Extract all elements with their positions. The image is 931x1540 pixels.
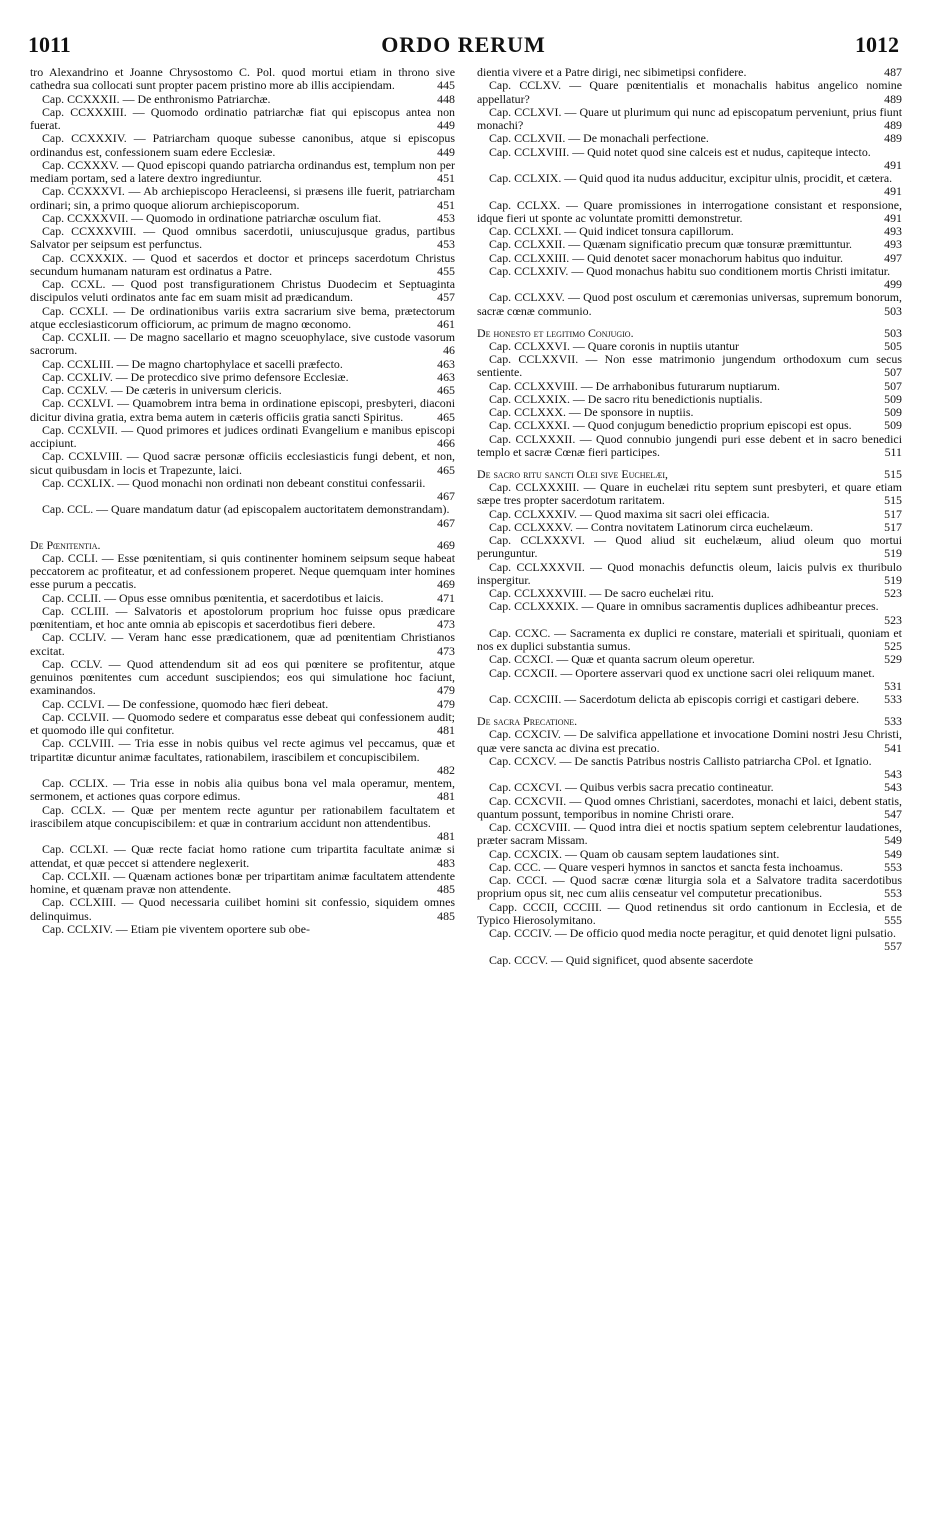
- page-ref: 481: [437, 789, 455, 804]
- toc-entry: [477, 172, 902, 199]
- entry-text: Cap. CCLXXXV. — Contra novitatem Latinorum circa euchelæum.: [489, 520, 814, 534]
- toc-entry: [30, 185, 455, 212]
- toc-entry: [30, 777, 455, 804]
- toc-entry: [30, 605, 455, 632]
- page-ref: 451: [437, 197, 455, 212]
- entry-text: Cap. CCXLII. — De magno sacellario et magno sceuophylace, sive custode vasorum sacrorum.: [30, 331, 455, 358]
- toc-entry: [477, 199, 902, 226]
- entry-text: Cap. CCXCI. — Quæ et quanta sacrum oleum operetur.: [489, 653, 755, 667]
- page-number-left: 1011: [28, 32, 71, 57]
- entry-text: Cap. CCLXI. — Quæ recte faciat homo ratione cum tripartita facultate animæ si attendat, et quæ peccet si attendere neglexerit.: [30, 843, 455, 870]
- entry-text: Cap. CCXCIII. — Sacerdotum delicta ab episcopis corrigi et castigari debere.: [489, 693, 860, 706]
- entry-text: Cap. CCXCV. — De sanctis Patribus nostris Callisto patriarcha CPol. et Ignatio.: [489, 754, 872, 768]
- page-ref: 519: [884, 546, 902, 561]
- toc-entry: [30, 212, 455, 225]
- entry-text: Cap. CCLXVI. — Quare ut plurimum qui nunc ad episcopatum perveniunt, prius fiunt monachi?: [477, 105, 902, 132]
- toc-entry: [30, 358, 455, 371]
- toc-entry: [477, 79, 902, 106]
- page-ref: 457: [437, 290, 455, 305]
- toc-entry: [477, 291, 902, 318]
- page-ref: 471: [437, 591, 455, 605]
- page-ref: 449: [437, 118, 455, 132]
- entry-text: Cap. CCLXIV. — Etiam pie viventem oportere sub obe-: [42, 922, 310, 936]
- entry-text: Cap. CCLX. — Quæ per mentem recte aguntur per rationabilem facultatem et irascibilem atque concupiscibilem: et quæ in contrarium accidunt non attendentibus.: [30, 803, 455, 830]
- toc-entry: [30, 896, 455, 923]
- entry-text: Cap. CCLXXXVI. — Quod aliud sit euchelæum, aliud oleum quo mortui perunguntur.: [477, 534, 902, 561]
- toc-entry: [30, 870, 455, 897]
- page-ref: 519: [884, 572, 902, 587]
- section-title: De Pœnitentia.: [30, 537, 101, 552]
- page-ref: 553: [884, 860, 902, 874]
- entry-text: Cap. CCLXVII. — De monachali perfectione.: [489, 132, 709, 146]
- page-title: ORDO RERUM: [381, 32, 546, 57]
- page-ref: 487: [884, 66, 902, 79]
- toc-entry: [30, 923, 455, 936]
- section-heading: [477, 467, 902, 481]
- toc-entry: [477, 561, 902, 588]
- entry-text: dientia vivere et a Patre dirigi, nec sibimetipsi confidere.: [477, 66, 747, 79]
- toc-entry: [477, 587, 902, 600]
- entry-text: Cap. CCCI. — Quod sacræ cœnæ liturgia sola et a Salvatore tradita sacerdotibus proprium opus sit, nec cum aliis censeatur vel computetur precationibus.: [477, 874, 902, 901]
- entry-text: Cap. CCXXXVII. — Quomodo in ordinatione patriarchæ osculum fiat.: [42, 211, 382, 225]
- toc-entry: [30, 305, 455, 332]
- page-ref: 547: [884, 806, 902, 821]
- entry-text: Cap. CCLIX. — Tria esse in nobis alia quibus bona vel mala operamur, mentem, sermonem, et actiones quas corpore edimus.: [30, 777, 455, 804]
- page-ref: 557: [884, 939, 902, 954]
- page-ref: 465: [437, 384, 455, 397]
- page-ref: 515: [884, 467, 902, 481]
- toc-entry: [30, 477, 455, 504]
- entry-text: Cap. CCLXXI. — Quid indicet tonsura capillorum.: [489, 225, 734, 238]
- toc-entry: [30, 159, 455, 186]
- page-ref: 509: [884, 419, 902, 433]
- page-ref: 453: [437, 211, 455, 225]
- entry-text: Cap. CCL. — Quare mandatum datur (ad episcopalem auctoritatem demonstrandam).: [42, 503, 450, 517]
- toc-entry: [477, 728, 902, 755]
- toc-entry: [477, 481, 902, 508]
- entry-text: Cap. CCXLVII. — Quod primores et judices ordinati Evangelium e manibus episcopi accipiunt.: [30, 423, 455, 450]
- toc-entry: [30, 552, 455, 592]
- entry-text: Cap. CCLXIX. — Quid quod ita nudus adducitur, excipitur ulnis, procidit, et cætera.: [489, 172, 893, 185]
- page-ref: 449: [437, 144, 455, 159]
- page-ref: 453: [437, 237, 455, 252]
- page-ref: 541: [884, 740, 902, 755]
- toc-entry: [30, 93, 455, 106]
- entry-text: Cap. CCLXXXIV. — Quod maxima sit sacri olei efficacia.: [489, 507, 770, 521]
- toc-entry: [477, 781, 902, 794]
- entry-text: Cap. CCLXX. — Quare promissiones in interrogatione consistant et responsione, idque fieri ut sponte ac voluntate promitti demonstretur.: [477, 198, 902, 225]
- page-ref: 483: [437, 855, 455, 870]
- page-ref: 465: [437, 409, 455, 424]
- page-ref: 493: [884, 238, 902, 252]
- entry-text: Cap. CCXXXIV. — Patriarcham quoque subesse canonibus, atque si episcopus ordinandus est, confessionem suam edere Ecclesiæ.: [30, 132, 455, 159]
- entry-text: Cap. CCLXXIV. — Quod monachus habitu suo conditionem mortis Christi imitatur.: [489, 264, 891, 278]
- page-ref: 555: [884, 912, 902, 927]
- page-ref: 491: [884, 157, 902, 172]
- entry-text: Cap. CCCV. — Quid significet, quod absente sacerdote: [489, 953, 753, 967]
- entry-text: Cap. CCLIV. — Veram hanc esse prædicationem, quæ ad pœnitentiam Christianos excitat.: [30, 631, 455, 658]
- toc-entry: [477, 252, 902, 265]
- toc-entry: [30, 658, 455, 698]
- entry-text: Cap. CCC. — Quare vesperi hymnos in sanctos et sancta festa inchoamus.: [489, 860, 844, 874]
- toc-entry: [477, 954, 902, 967]
- page-ref: 511: [884, 444, 902, 459]
- toc-entry: [30, 66, 455, 93]
- entry-text: Cap. CCXLVIII. — Quod sacræ personæ officiis ecclesiasticis fungi debent, et non, sicut quibusdam in locis et Trapezunte, laici.: [30, 450, 455, 477]
- section-heading: [477, 714, 902, 728]
- toc-entry: [30, 503, 455, 530]
- page-ref: 467: [437, 515, 455, 530]
- toc-entry: [477, 927, 902, 954]
- toc-entry: [477, 653, 902, 666]
- toc-entry: [30, 804, 455, 844]
- page-ref: 497: [884, 251, 902, 265]
- entry-text: Cap. CCXXXIII. — Quomodo ordinatio patriarchæ fiat qui episcopus antea non fuerat.: [30, 105, 455, 132]
- entry-text: Cap. CCXXXVIII. — Quod omnibus sacerdotii, uniuscujusque gradus, partibus Salvator per seipsum est perfunctus.: [30, 225, 455, 252]
- entry-text: Cap. CCXLI. — De ordinationibus variis extra sacrarium sive bema, prætectorum atque ecclesiasticorum officiorum, ac primum de magno œconomo.: [30, 304, 455, 331]
- entry-text: Capp. CCCII, CCCIII. — Quod retinendus sit ordo cantionum in Ecclesia, et de Typico Hierosolymitano.: [477, 900, 902, 927]
- page-ref: 489: [884, 132, 902, 146]
- entry-text: Cap. CCXLVI. — Quamobrem intra bema in ordinatione episcopi, presbyteri, diaconi dicitur divina gratia, extra bema autem in cæteris officiis gratia sancti Spiritus.: [30, 397, 455, 424]
- toc-entry: [30, 843, 455, 870]
- page-ref: 463: [437, 357, 455, 371]
- toc-entry: [477, 874, 902, 901]
- page-ref: 489: [884, 91, 902, 106]
- page-ref: 455: [437, 263, 455, 278]
- toc-entry: [477, 667, 902, 694]
- toc-entry: [477, 821, 902, 848]
- entry-text: Cap. CCXL. — Quod post transfigurationem Christus Duodecim et Septuaginta discipulos veluti ordinatos ante fac em suam misit ad prædicandum.: [30, 278, 455, 305]
- toc-entry: [477, 353, 902, 380]
- section-title: De honesto et legitimo Conjugio.: [477, 325, 634, 340]
- toc-entry: [477, 795, 902, 822]
- page-ref: 465: [437, 462, 455, 477]
- toc-entry: [30, 631, 455, 658]
- page-ref: 515: [884, 493, 902, 508]
- toc-entry: [30, 397, 455, 424]
- page-ref: 485: [437, 908, 455, 923]
- entry-text: Cap. CCLVIII. — Tria esse in nobis quibus vel recte agimus vel peccamus, quæ et tripartitæ dicuntur animæ facultates, rationabilem, irascibilem et concupiscibilem.: [30, 737, 455, 764]
- toc-entry: [30, 225, 455, 252]
- page-ref: 549: [884, 847, 902, 861]
- toc-entry: [477, 380, 902, 393]
- page-ref: 479: [437, 697, 455, 711]
- page-ref: 549: [884, 833, 902, 848]
- entry-text: Cap. CCLXIII. — Quod necessaria cuilibet homini sit confessio, siquidem omnes delinquimus.: [30, 896, 455, 923]
- page-ref: 479: [437, 683, 455, 698]
- entry-text: Cap. CCLXXXVII. — Quod monachis defunctis oleum, laicis pulvis ex thuribulo inspergitur.: [477, 560, 902, 587]
- page-ref: 482: [437, 762, 455, 777]
- page-ref: 503: [884, 303, 902, 318]
- toc-entry: [30, 106, 455, 133]
- toc-entry: [30, 698, 455, 711]
- page-ref: 529: [884, 653, 902, 667]
- entry-text: Cap. CCXXXII. — De enthronismo Patriarchæ.: [42, 92, 271, 106]
- toc-entry: [477, 406, 902, 419]
- page-ref: 491: [884, 210, 902, 225]
- entry-text: Cap. CCLXXXVIII. — De sacro euchelæi ritu.: [489, 587, 714, 600]
- entry-text: Cap. CCXCIX. — Quam ob causam septem laudationes sint.: [489, 847, 780, 861]
- entry-text: Cap. CCXXXIX. — Quod et sacerdos et doctor et princeps sacerdotum Christus secundum humanam naturam est ordinatus a Patre.: [30, 251, 455, 278]
- page-ref: 507: [884, 365, 902, 380]
- entry-text: Cap. CCLXII. — Quænam actiones bonæ per tripartitam animæ facultatem attendente homine, et quænam pravæ non attendente.: [30, 869, 455, 896]
- entry-text: Cap. CCCIV. — De officio quod media nocte peragitur, et quid denotet ligni pulsatio.: [489, 927, 896, 940]
- page-ref: 466: [437, 436, 455, 450]
- entry-text: Cap. CCXCII. — Oportere asservari quod ex unctione sacri olei reliquum manet.: [489, 666, 875, 680]
- page-ref: 46: [443, 343, 455, 358]
- page-ref: 509: [884, 406, 902, 419]
- toc-entry: [477, 861, 902, 874]
- page-ref: 499: [884, 277, 902, 291]
- page-ref: 533: [884, 714, 902, 729]
- entry-text: Cap. CCLXXVI. — Quare coronis in nuptiis utantur: [489, 339, 739, 353]
- page-ref: 463: [437, 370, 455, 384]
- page-header: [28, 32, 899, 60]
- entry-text: Cap. CCLXXIII. — Quid denotet sacer monachorum habitus quo induitur.: [489, 251, 844, 265]
- entry-text: Cap. CCLVII. — Quomodo sedere et comparatus esse debeat qui confessionem audit; et quomodo ille qui confitetur.: [30, 710, 455, 737]
- toc-entry: [477, 66, 902, 79]
- page-ref: 481: [437, 829, 455, 843]
- page-ref: 543: [884, 781, 902, 795]
- toc-entry: [477, 521, 902, 534]
- page-ref: 493: [884, 225, 902, 238]
- page-ref: 461: [437, 316, 455, 331]
- toc-entry: [477, 419, 902, 432]
- page-ref: 509: [884, 392, 902, 406]
- toc-entry: [477, 225, 902, 238]
- page-ref: 473: [437, 643, 455, 658]
- section-heading: [477, 326, 902, 340]
- entry-text: Cap. CCXCVIII. — Quod intra diei et noctis spatium septem celebrentur laudationes, præter sacram Missam.: [477, 821, 902, 848]
- page-ref: 489: [884, 118, 902, 132]
- toc-entry: [477, 340, 902, 353]
- page-ref: 467: [437, 489, 455, 503]
- page-ref: 517: [884, 507, 902, 521]
- toc-entry: [30, 371, 455, 384]
- section-title: De sacro ritu sancti Olei sive Euchelæi,: [477, 467, 669, 481]
- page-ref: 451: [437, 171, 455, 185]
- toc-entry: [477, 146, 902, 173]
- page-ref: 505: [884, 339, 902, 353]
- entry-text: Cap. CCLXXVII. — Non esse matrimonio jungendum orthodoxum cum secus sentiente.: [477, 353, 902, 380]
- toc-entry: [477, 627, 902, 654]
- page-ref: 525: [884, 639, 902, 653]
- entry-text: Cap. CCLXXX. — De sponsore in nuptiis.: [489, 406, 694, 419]
- entry-text: Cap. CCLXXIX. — De sacro ritu benedictionis nuptialis.: [489, 392, 763, 406]
- toc-entry: [477, 508, 902, 521]
- right-column: [477, 66, 902, 967]
- toc-entry: [477, 265, 902, 292]
- page-ref: 503: [884, 325, 902, 340]
- page-ref: 533: [884, 693, 902, 706]
- toc-entry: [477, 132, 902, 145]
- entry-text: Cap. CCXLIX. — Quod monachi non ordinati non debeant constitui confessarii.: [42, 476, 426, 490]
- section-title: De sacra Precatione.: [477, 714, 578, 729]
- entry-text: Cap. CCLXXXI. — Quod conjugum benedictio proprium episcopi est opus.: [489, 419, 852, 433]
- toc-entry: [477, 238, 902, 251]
- entry-text: Cap. CCLXXII. — Quænam significatio precum quæ tonsuræ præmittuntur.: [489, 238, 852, 252]
- entry-text: Cap. CCXXXV. — Quod episcopi quando patriarcha ordinandus est, templum non per mediam portam, sed a latere dextro ingrediuntur.: [30, 158, 455, 185]
- entry-text: Cap. CCLXXXII. — Quod connubio jungendi puri esse debent et in sacro benedici templo et sacræ Cœnæ fieri participes.: [477, 432, 902, 459]
- toc-entry: [477, 755, 902, 782]
- page-ref: 481: [437, 723, 455, 737]
- page-ref: 469: [437, 577, 455, 592]
- page-ref: 445: [437, 78, 455, 93]
- page-ref: 491: [884, 184, 902, 199]
- toc-entry: [30, 331, 455, 358]
- page-ref: 473: [437, 617, 455, 631]
- toc-entry: [30, 592, 455, 605]
- entry-text: Cap. CCXCIV. — De salvifica appellatione et invocatione Domini nostri Jesu Christi, quæ vere sancta ac divina est precatio.: [477, 728, 902, 755]
- entry-text: Cap. CCLI. — Esse pœnitentiam, si quis continenter hominem seipsum seque habeat peccatorem ac profiteatur, et ad confessionem properet. Neque quemquam inter homines esse purum a peccatis.: [30, 551, 455, 592]
- entry-text: Cap. CCXXXVI. — Ab archiepiscopo Heracleensi, si præsens ille fuerit, patriarcham ordinari; sin, a primo quoque aliorum archiepiscoporum.: [30, 185, 455, 212]
- toc-entry: [477, 106, 902, 133]
- toc-entry: [477, 693, 902, 706]
- toc-entry: [477, 901, 902, 928]
- entry-text: Cap. CCXC. — Sacramenta ex duplici re constare, materiali et spirituali, quoniam et nos ex duplici substantia sumus.: [477, 626, 902, 653]
- entry-text: Cap. CCLIII. — Salvatoris et apostolorum proprium hoc fuisse opus prædicare pœnitentiam, et hoc ante omnia ab episcopis et sacerdotibus fieri debere.: [30, 604, 455, 631]
- page-ref: 507: [884, 379, 902, 393]
- page-ref: 469: [437, 537, 455, 552]
- toc-entry: [30, 252, 455, 279]
- page-ref: 517: [884, 520, 902, 534]
- entry-text: Cap. CCLVI. — De confessione, quomodo hæc fieri debeat.: [42, 697, 329, 711]
- entry-text: Cap. CCXLV. — De cæteris in universum clericis.: [42, 384, 282, 397]
- toc-entry: [30, 384, 455, 397]
- toc-entry: [477, 534, 902, 561]
- entry-text: Cap. CCLXXXIII. — Quare in euchelæi ritu septem sunt presbyteri, et quare etiam sæpe tres propter sacerdotum raritatem.: [477, 481, 902, 508]
- toc-entry: [477, 393, 902, 406]
- entry-text: Cap. CCXCVII. — Quod omnes Christiani, sacerdotes, monachi et laici, debent statis, quantum possunt, temporibus in nomine Christi orare.: [477, 794, 902, 821]
- toc-entry: [30, 737, 455, 777]
- entry-text: Cap. CCLII. — Opus esse omnibus pœnitentia, et sacerdotibus et laicis.: [42, 591, 384, 605]
- toc-entry: [30, 424, 455, 451]
- entry-text: Cap. CCLV. — Quod attendendum sit ad eos qui pœnitere se profitentur, atque genuinos pœnitentes cum accedunt suscipiendos; eos qui simulatione hoc faciunt, examinandos.: [30, 657, 455, 698]
- entry-text: Cap. CCLXXVIII. — De arrhabonibus futurarum nuptiarum.: [489, 379, 780, 393]
- entry-text: Cap. CCLXV. — Quare pœnitentialis et monachalis habitus angelico nomine appellatur?: [477, 79, 902, 106]
- page-ref: 523: [884, 587, 902, 600]
- entry-text: Cap. CCXCVI. — Quibus verbis sacra precatio contineatur.: [489, 781, 774, 795]
- page-ref: 485: [437, 882, 455, 896]
- toc-entry: [30, 450, 455, 477]
- left-column: [30, 66, 455, 936]
- entry-text: Cap. CCLXXXIX. — Quare in omnibus sacramentis duplices adhibeantur preces.: [489, 600, 879, 614]
- toc-entry: [477, 600, 902, 627]
- toc-entry: [477, 433, 902, 460]
- page-ref: 543: [884, 767, 902, 781]
- page-ref: 553: [884, 886, 902, 901]
- section-heading: [30, 538, 455, 552]
- entry-text: Cap. CCLXVIII. — Quid notet quod sine calceis est et nudus, capiteque intecto.: [489, 145, 871, 159]
- entry-text: Cap. CCXLIII. — De magno chartophylace et sacelli præfecto.: [42, 357, 343, 371]
- page-ref: 531: [884, 678, 902, 693]
- entry-text: Cap. CCLXXV. — Quod post osculum et cæremonias universas, supremum bonorum, sacræ cœnæ communio.: [477, 291, 902, 318]
- page-ref: 448: [437, 92, 455, 106]
- toc-entry: [30, 711, 455, 738]
- toc-entry: [477, 848, 902, 861]
- toc-entry: [30, 132, 455, 159]
- entry-text: tro Alexandrino et Joanne Chrysostomo C. Pol. quod mortui etiam in throno sive cathedra sua collocati sunt propter pacem pristino more ab illis accipiendam.: [30, 66, 455, 93]
- page-number-right: 1012: [855, 32, 899, 57]
- entry-text: Cap. CCXLIV. — De protecdico sive primo defensore Ecclesiæ.: [42, 370, 349, 384]
- page-ref: 523: [884, 612, 902, 627]
- toc-entry: [30, 278, 455, 305]
